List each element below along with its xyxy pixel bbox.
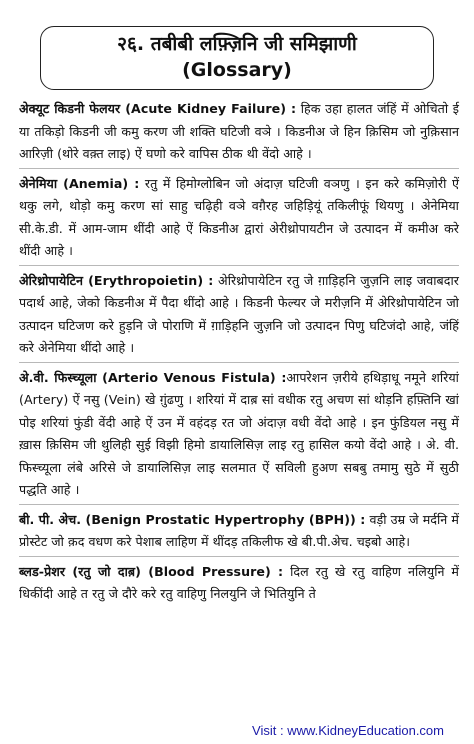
glossary-term: अेनेमिया (Anemia) : bbox=[19, 175, 140, 191]
glossary-term: अेरिथ्रोपायेटिन (Erythropoietin) : bbox=[19, 272, 214, 288]
glossary-term: ब्लड-प्रेशर (रतु जो दाब़) (Blood Pressure) : bbox=[19, 563, 284, 579]
glossary-title-box bbox=[40, 26, 434, 90]
glossary-entry-blood-pressure bbox=[19, 561, 459, 608]
glossary-term: अे.वी. फिस्च्यूला (Arterio Venous Fistula) : bbox=[19, 369, 287, 385]
page-subtitle: (Glossary) bbox=[182, 59, 292, 81]
glossary-entry-acute-kidney-failure bbox=[19, 98, 459, 169]
glossary-definition: हिक उहा हालत जंहिं में ओचितो ई या तकिड़ो किडनी जी कमु करण जी शक्ति घटिजी वञे । किडनीअ जे हिन क़िसिम जो नुक़िसान आरिज़ी (थोरे वक़्त लाइ) ऐं घणो करे वापिस ठीक थी वेंदो आहे । bbox=[19, 101, 459, 161]
glossary-term: अेक्यूट किडनी फेलयर (Acute Kidney Failure) : bbox=[19, 101, 297, 116]
glossary-term: बी. पी. अेच. (Benign Prostatic Hypertrophy (BPH)) : bbox=[19, 511, 366, 527]
glossary-list bbox=[19, 98, 459, 612]
glossary-entry-anemia bbox=[19, 173, 459, 266]
glossary-entry-erythropoietin bbox=[19, 270, 459, 363]
glossary-definition: रतु में हिमोग्लोबिन जो अंदाज़ घटिजी वञणु । इन करे कमिज़ोरी ऐं थकु लगे, थोड़ो कमु करण सां साहु चढ़िही वञे वग़ैरह जहिड़ियूं तकिलीफूं थियणु । अेनेमिया सी.के.डी. में आम-जाम थींदी आहे ऐं किडनीअ द्वारां अेरीथ्रोपायटीन जे उत्पादन में कमीअ करे थींदी आहे । bbox=[19, 175, 459, 258]
glossary-entry-av-fistula bbox=[19, 367, 459, 505]
glossary-definition: अेरिथ्रोपायेटिन रतु जे ग़ाड़िहनि जुज़नि लाइ जवाबदार पदार्थ आहे, जेको किडनीअ में पैदा थींदो आहे । किडनी फेल्यर जे मरीज़नि में अेरिथ्रोपायेटिन जो उत्पादन घटिजण करे हुड़नि जे पोराणि में ग़ाड़िहनि जुज़नि जो उत्पादन पिणु घटिजंदो आहे, जंहिं करे अेनेमिया थींदो आहे । bbox=[19, 272, 459, 355]
glossary-entry-bph bbox=[19, 509, 459, 557]
glossary-definition: दिल रतु खे रतु वाहिण नलियुनि में धिकींदी आहे त रतु जे दौरे करे रतु वाहिणु निलयुनि जे भितियुनि ते bbox=[19, 563, 460, 601]
page-title: २६. तबीबी लफ़्ज़िनि जी समिझाणी bbox=[117, 33, 357, 55]
glossary-definition: वड़ी उम्र जे मर्दनि में प्रोस्टेट जो क़द वधण करे पेशाब लाहिण में थींदड़ तकिलीफ खे बी.पी.अेच. चइबो आहे। bbox=[19, 511, 459, 549]
glossary-definition: आपरेशन ज़रीये हथिड़ाधू नमूने शरियां (Artery) ऐं नसु (Vein) खे ग़ुंढणु । शरियां में दाब़ सां वधीक रतु अचण सां थोड़नि हफ़्तिनि खां पोइ शरियां फुंडी वेंदी आहे ऐं उन में वहंदड़ रत जो अंदाज़ वधी वेंदो आहे । इन फुंडियल नसु में ख़ास क़िसिम जी थुलिही सुई विझी हिमो डायालिसिज़ लाइ रतु हासिल कयो वेंदो आहे । अे. वी. फिस्च्यूला लंबे अरिसे जे डायालिसिज़ लाइ सलमात ऐं सविली हुअण सबबु तमामु सुठे में सुठी पद्धति आहे । bbox=[19, 369, 459, 497]
footer-website-link[interactable]: Visit : www.KidneyEducation.com bbox=[252, 723, 444, 738]
